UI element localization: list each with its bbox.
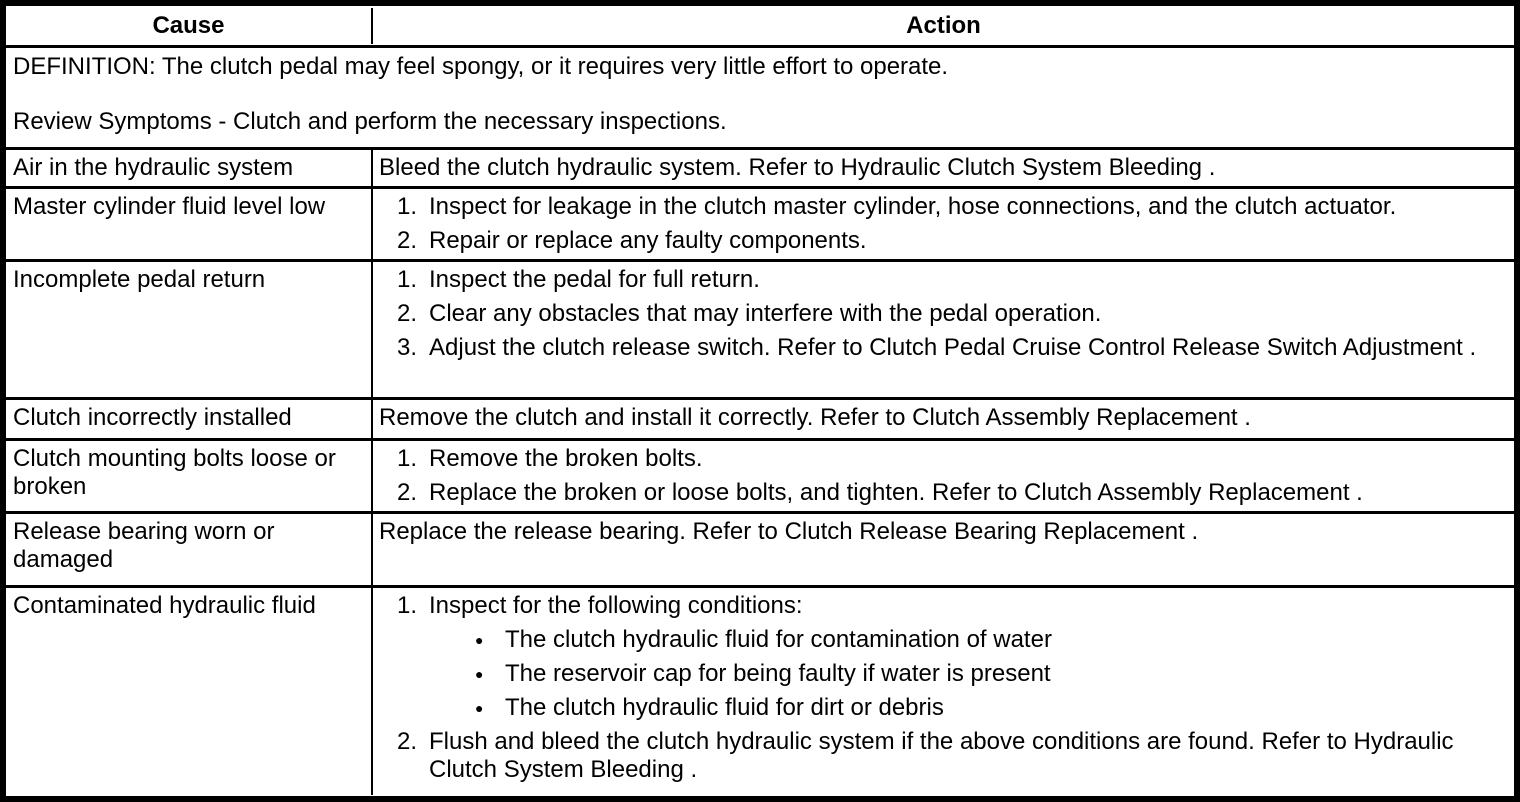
bullet-text: The clutch hydraulic fluid for contamination of water — [505, 626, 1052, 653]
table-body — [6, 48, 1514, 795]
action-cell — [373, 514, 1514, 585]
action-cell — [373, 189, 1514, 259]
cause-column-header: Cause — [6, 8, 373, 44]
action-cell — [373, 588, 1514, 795]
cause-text: Air in the hydraulic system — [13, 154, 294, 181]
action-cell — [373, 262, 1514, 397]
action-text: Bleed the clutch hydraulic system. Refer to Hydraulic Clutch System Bleeding . — [379, 154, 1216, 181]
action-cell — [373, 150, 1514, 186]
action-step — [397, 227, 1478, 255]
step-number: 2. — [397, 300, 418, 327]
action-step — [397, 479, 1478, 507]
cause-cell — [6, 262, 373, 397]
bullet-icon: ● — [475, 632, 484, 648]
step-text: Inspect for leakage in the clutch master cylinder, hose connections, and the clutch actuator. — [429, 193, 1397, 220]
step-number: 1. — [397, 592, 418, 619]
step-body — [429, 266, 1478, 294]
bullet-item — [475, 694, 1478, 722]
action-step — [397, 193, 1478, 221]
action-step — [397, 592, 1478, 722]
action-step-list — [397, 592, 1478, 784]
bullet-icon: ● — [475, 666, 484, 682]
action-step-list — [397, 445, 1478, 507]
table-row — [6, 259, 1514, 397]
table-row — [6, 147, 1514, 186]
step-text: Repair or replace any faulty components. — [429, 227, 867, 254]
action-cell — [373, 400, 1514, 438]
step-body — [429, 334, 1478, 362]
step-text: Replace the broken or loose bolts, and tighten. Refer to Clutch Assembly Replacement . — [429, 479, 1363, 506]
action-step-list — [397, 193, 1478, 255]
action-column-header: Action — [906, 11, 981, 39]
definition-line: Review Symptoms - Clutch and perform the necessary inspections. — [13, 108, 727, 135]
step-number: 2. — [397, 479, 418, 506]
cause-cell — [6, 441, 373, 511]
action-step — [397, 300, 1478, 328]
action-step — [397, 728, 1478, 784]
cause-text: Clutch mounting bolts loose or broken — [13, 445, 336, 500]
step-body — [429, 592, 1478, 722]
step-text: Flush and bleed the clutch hydraulic system if the above conditions are found. Refer to Hydraulic Clutch System Bleeding . — [429, 728, 1454, 783]
step-number: 2. — [397, 227, 418, 254]
definition-cell — [6, 48, 1514, 147]
cause-cell — [6, 514, 373, 585]
table-row — [6, 438, 1514, 511]
bullet-item — [475, 660, 1478, 688]
bullet-text: The reservoir cap for being faulty if water is present — [505, 660, 1051, 687]
table-row — [6, 585, 1514, 795]
action-step — [397, 334, 1478, 362]
step-text: Adjust the clutch release switch. Refer to Clutch Pedal Cruise Control Release Switch Adjustment . — [429, 334, 1477, 361]
step-number: 3. — [397, 334, 418, 361]
bullet-icon: ● — [475, 700, 484, 716]
step-number: 1. — [397, 193, 418, 220]
cause-cell — [6, 588, 373, 795]
step-text: Clear any obstacles that may interfere with the pedal operation. — [429, 300, 1102, 327]
table-row — [6, 186, 1514, 259]
step-body — [429, 193, 1478, 221]
action-step — [397, 266, 1478, 294]
definition-line: DEFINITION: The clutch pedal may feel spongy, or it requires very little effort to operate. — [13, 53, 949, 80]
step-body — [429, 445, 1478, 473]
bullet-text: The clutch hydraulic fluid for dirt or debris — [505, 694, 944, 721]
bullet-item — [475, 626, 1478, 654]
action-text: Remove the clutch and install it correctly. Refer to Clutch Assembly Replacement . — [379, 404, 1251, 431]
cause-text: Incomplete pedal return — [13, 266, 266, 293]
cause-cell — [6, 400, 373, 438]
step-body — [429, 300, 1478, 328]
cause-text: Clutch incorrectly installed — [13, 404, 292, 431]
table-row — [6, 511, 1514, 585]
action-cell — [373, 441, 1514, 511]
step-text: Inspect for the following conditions: — [429, 592, 803, 619]
bullet-list — [475, 626, 1478, 722]
step-body — [429, 479, 1478, 507]
action-step — [397, 445, 1478, 473]
cause-text: Release bearing worn or damaged — [13, 518, 275, 573]
action-text: Replace the release bearing. Refer to Clutch Release Bearing Replacement . — [379, 518, 1199, 545]
step-number: 2. — [397, 728, 418, 755]
step-number: 1. — [397, 266, 418, 293]
action-step-list — [397, 266, 1478, 362]
step-text: Inspect the pedal for full return. — [429, 266, 760, 293]
step-text: Remove the broken bolts. — [429, 445, 703, 472]
definition-row — [6, 48, 1514, 147]
step-number: 1. — [397, 445, 418, 472]
cause-cell — [6, 150, 373, 186]
step-body — [429, 728, 1478, 784]
table-header-row — [6, 6, 1514, 48]
cause-text: Contaminated hydraulic fluid — [13, 592, 316, 619]
cause-cell — [6, 189, 373, 259]
table-row — [6, 397, 1514, 438]
cause-text: Master cylinder fluid level low — [13, 193, 326, 220]
step-body — [429, 227, 1478, 255]
